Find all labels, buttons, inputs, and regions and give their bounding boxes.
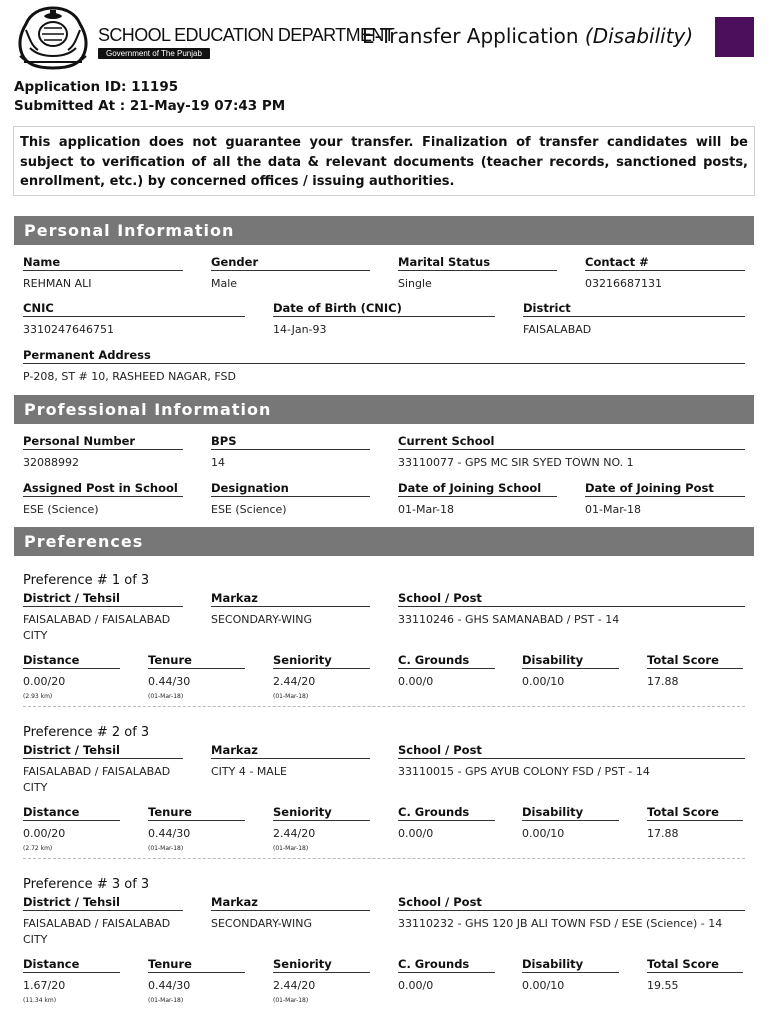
- field-label: Tenure: [148, 957, 245, 973]
- field-value: 0.00/10: [522, 827, 565, 840]
- pref-distance: [23, 805, 120, 852]
- page-header: [0, 0, 768, 76]
- field-label: District / Tehsil: [23, 895, 183, 911]
- field-permanent-address: [23, 348, 745, 385]
- field-label: Total Score: [647, 957, 743, 973]
- submitted-at: Submitted At : 21-May-19 07:43 PM: [14, 98, 286, 114]
- preference-title: Preference # 3 of 3: [23, 877, 150, 892]
- field-label: Disability: [522, 957, 619, 973]
- field-value: 17.88: [647, 827, 679, 840]
- pref-compassionate-grounds: [398, 805, 495, 842]
- field-value: 0.44/30: [148, 675, 191, 688]
- pref-total-score: [647, 957, 743, 994]
- pref-district-tehsil: [23, 895, 183, 948]
- field-value: 33110232 - GHS 120 JB ALI TOWN FSD / ESE (Science) - 14: [398, 917, 723, 930]
- field-value: 0.44/30: [148, 979, 191, 992]
- field-personal-number: [23, 434, 183, 471]
- field-marital-status: [398, 255, 557, 292]
- field-value: FAISALABAD: [523, 323, 592, 336]
- field-value: 0.00/20: [23, 675, 66, 688]
- field-value: 33110246 - GHS SAMANABAD / PST - 14: [398, 613, 620, 626]
- field-note: (2.72 km): [23, 845, 53, 852]
- field-value: 01-Mar-18: [398, 503, 454, 516]
- field-label: BPS: [211, 434, 370, 450]
- field-value: 2.44/20: [273, 675, 316, 688]
- field-label: Distance: [23, 653, 120, 669]
- pref-disability: [522, 653, 619, 690]
- field-value: 0.44/30: [148, 827, 191, 840]
- field-label: Tenure: [148, 653, 245, 669]
- field-date-joining-post: [585, 481, 745, 518]
- divider: [23, 858, 745, 859]
- pref-total-score: [647, 805, 743, 842]
- field-label: District: [523, 301, 745, 317]
- field-note: (01-Mar-18): [148, 693, 184, 700]
- pref-total-score: [647, 653, 743, 690]
- section-personal-information: Personal Information: [14, 216, 754, 245]
- title-category: (Disability): [584, 24, 694, 48]
- field-value: ESE (Science): [23, 503, 99, 516]
- field-label: Tenure: [148, 805, 245, 821]
- field-contact: [585, 255, 745, 292]
- field-value: 33110015 - GPS AYUB COLONY FSD / PST - 14: [398, 765, 650, 778]
- field-label: Markaz: [211, 743, 370, 759]
- page-title: [362, 24, 693, 48]
- pref-school-post: [398, 591, 745, 628]
- field-bps: [211, 434, 370, 471]
- pref-school-post: [398, 895, 745, 932]
- field-label: Seniority: [273, 957, 370, 973]
- field-gender: [211, 255, 370, 292]
- pref-disability: [522, 805, 619, 842]
- field-value: 33110077 - GPS MC SIR SYED TOWN NO. 1: [398, 456, 634, 469]
- field-label: C. Grounds: [398, 653, 495, 669]
- pref-seniority: [273, 957, 370, 1004]
- field-label: Permanent Address: [23, 348, 745, 364]
- field-value: 32088992: [23, 456, 79, 469]
- title-main: E-Transfer Application: [362, 24, 579, 48]
- pref-compassionate-grounds: [398, 653, 495, 690]
- field-designation: [211, 481, 370, 518]
- field-note: (01-Mar-18): [273, 845, 309, 852]
- pref-district-tehsil: [23, 743, 183, 796]
- field-label: Total Score: [647, 805, 743, 821]
- field-note: (2.93 km): [23, 693, 53, 700]
- field-label: Date of Joining School: [398, 481, 557, 497]
- field-value: Single: [398, 277, 432, 290]
- field-label: Markaz: [211, 591, 370, 607]
- pref-markaz: [211, 895, 370, 932]
- field-label: Name: [23, 255, 183, 271]
- field-value: 17.88: [647, 675, 679, 688]
- field-date-joining-school: [398, 481, 557, 518]
- field-label: Disability: [522, 805, 619, 821]
- field-value: 0.00/10: [522, 979, 565, 992]
- field-label: Distance: [23, 805, 120, 821]
- pref-disability: [522, 957, 619, 994]
- field-note: (01-Mar-18): [148, 845, 184, 852]
- field-value: 14: [211, 456, 225, 469]
- pref-tenure: [148, 653, 245, 700]
- field-label: Disability: [522, 653, 619, 669]
- field-value: 1.67/20: [23, 979, 66, 992]
- pref-markaz: [211, 743, 370, 780]
- field-value: 2.44/20: [273, 827, 316, 840]
- government-tag: Government of The Punjab: [98, 48, 210, 59]
- field-value: ESE (Science): [211, 503, 287, 516]
- field-value: 01-Mar-18: [585, 503, 641, 516]
- field-label: School / Post: [398, 743, 745, 759]
- pref-seniority: [273, 653, 370, 700]
- field-cnic: [23, 301, 245, 338]
- field-note: (01-Mar-18): [148, 997, 184, 1004]
- pref-tenure: [148, 805, 245, 852]
- pref-tenure: [148, 957, 245, 1004]
- section-professional-information: Professional Information: [14, 395, 754, 424]
- field-name: [23, 255, 183, 292]
- field-label: Seniority: [273, 653, 370, 669]
- preference-title: Preference # 1 of 3: [23, 573, 150, 588]
- field-label: CNIC: [23, 301, 245, 317]
- field-value: 2.44/20: [273, 979, 316, 992]
- field-district: [523, 301, 745, 338]
- field-value: 14-Jan-93: [273, 323, 327, 336]
- accent-block: [715, 17, 754, 57]
- field-label: Current School: [398, 434, 745, 450]
- field-current-school: [398, 434, 745, 471]
- pref-district-tehsil: [23, 591, 183, 644]
- field-label: Seniority: [273, 805, 370, 821]
- field-note: (11.34 km): [23, 997, 57, 1004]
- field-label: Gender: [211, 255, 370, 271]
- preference-title: Preference # 2 of 3: [23, 725, 150, 740]
- field-label: C. Grounds: [398, 957, 495, 973]
- field-label: District / Tehsil: [23, 591, 183, 607]
- field-label: District / Tehsil: [23, 743, 183, 759]
- field-value: 19.55: [647, 979, 679, 992]
- field-label: Distance: [23, 957, 120, 973]
- field-value: 0.00/0: [398, 827, 434, 840]
- field-note: (01-Mar-18): [273, 693, 309, 700]
- field-value: 0.00/0: [398, 979, 434, 992]
- pref-distance: [23, 957, 120, 1004]
- disclaimer-notice: This application does not guarantee your transfer. Finalization of transfer candidates will be subject to verification of all the data & relevant documents (teacher records, sanctioned posts, enrollment, etc.) by concerned offices / issuing authorities.: [13, 126, 755, 196]
- field-label: Assigned Post in School: [23, 481, 183, 497]
- field-value: 0.00/0: [398, 675, 434, 688]
- application-id: Application ID: 11195: [14, 79, 179, 95]
- field-label: C. Grounds: [398, 805, 495, 821]
- field-value: FAISALABAD / FAISALABAD CITY: [23, 613, 171, 642]
- field-value: P-208, ST # 10, RASHEED NAGAR, FSD: [23, 370, 236, 383]
- field-label: Total Score: [647, 653, 743, 669]
- field-value: FAISALABAD / FAISALABAD CITY: [23, 917, 171, 946]
- pref-distance: [23, 653, 120, 700]
- field-value: CITY 4 - MALE: [211, 765, 287, 778]
- pref-markaz: [211, 591, 370, 628]
- divider: [23, 706, 745, 707]
- field-value: 3310247646751: [23, 323, 114, 336]
- field-value: FAISALABAD / FAISALABAD CITY: [23, 765, 171, 794]
- field-label: Designation: [211, 481, 370, 497]
- department-name: SCHOOL EDUCATION DEPARTMENT: [98, 25, 395, 45]
- field-assigned-post: [23, 481, 183, 518]
- field-value: 0.00/10: [522, 675, 565, 688]
- pref-compassionate-grounds: [398, 957, 495, 994]
- field-date-of-birth: [273, 301, 495, 338]
- field-value: REHMAN ALI: [23, 277, 92, 290]
- field-label: Date of Birth (CNIC): [273, 301, 495, 317]
- field-label: Date of Joining Post: [585, 481, 745, 497]
- field-note: (01-Mar-18): [273, 997, 309, 1004]
- pref-school-post: [398, 743, 745, 780]
- field-value: 0.00/20: [23, 827, 66, 840]
- field-label: Markaz: [211, 895, 370, 911]
- section-preferences: Preferences: [14, 527, 754, 556]
- field-label: Contact #: [585, 255, 745, 271]
- field-label: Personal Number: [23, 434, 183, 450]
- field-label: Marital Status: [398, 255, 557, 271]
- field-value: Male: [211, 277, 238, 290]
- punjab-govt-seal-icon: [14, 4, 92, 70]
- field-value: 03216687131: [585, 277, 662, 290]
- field-value: SECONDARY-WING: [211, 613, 313, 626]
- field-value: SECONDARY-WING: [211, 917, 313, 930]
- field-label: School / Post: [398, 895, 745, 911]
- pref-seniority: [273, 805, 370, 852]
- field-label: School / Post: [398, 591, 745, 607]
